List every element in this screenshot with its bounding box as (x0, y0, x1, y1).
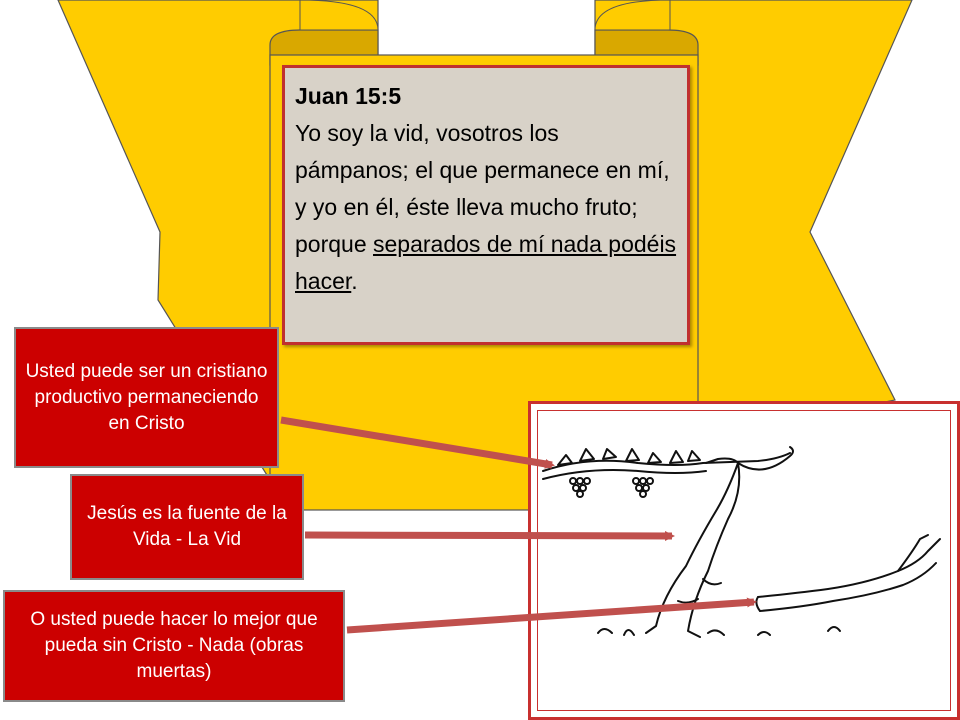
arrow-to-dead-branch (347, 602, 754, 630)
verse-text: Yo soy la vid, vosotros los pámpanos; el que permanece en mí, y yo en él, éste lleva mucho fruto; porque (295, 120, 670, 257)
verse-underlined-text: separados de mí nada podéis hacer (295, 231, 677, 294)
callout-source-of-life: Jesús es la fuente de la Vida - La Vid (70, 474, 304, 580)
arrow-to-vine-trunk (305, 535, 672, 536)
verse-text-end: . (351, 268, 358, 294)
callout-productive: Usted puede ser un cristiano productivo permaneciendo en Cristo (14, 327, 279, 468)
arrow-to-vine-branch (281, 420, 552, 465)
verse-reference: Juan 15:5 (295, 83, 402, 109)
callout-dead-works: O usted puede hacer lo mejor que pueda sin Cristo - Nada (obras muertas) (3, 590, 345, 702)
